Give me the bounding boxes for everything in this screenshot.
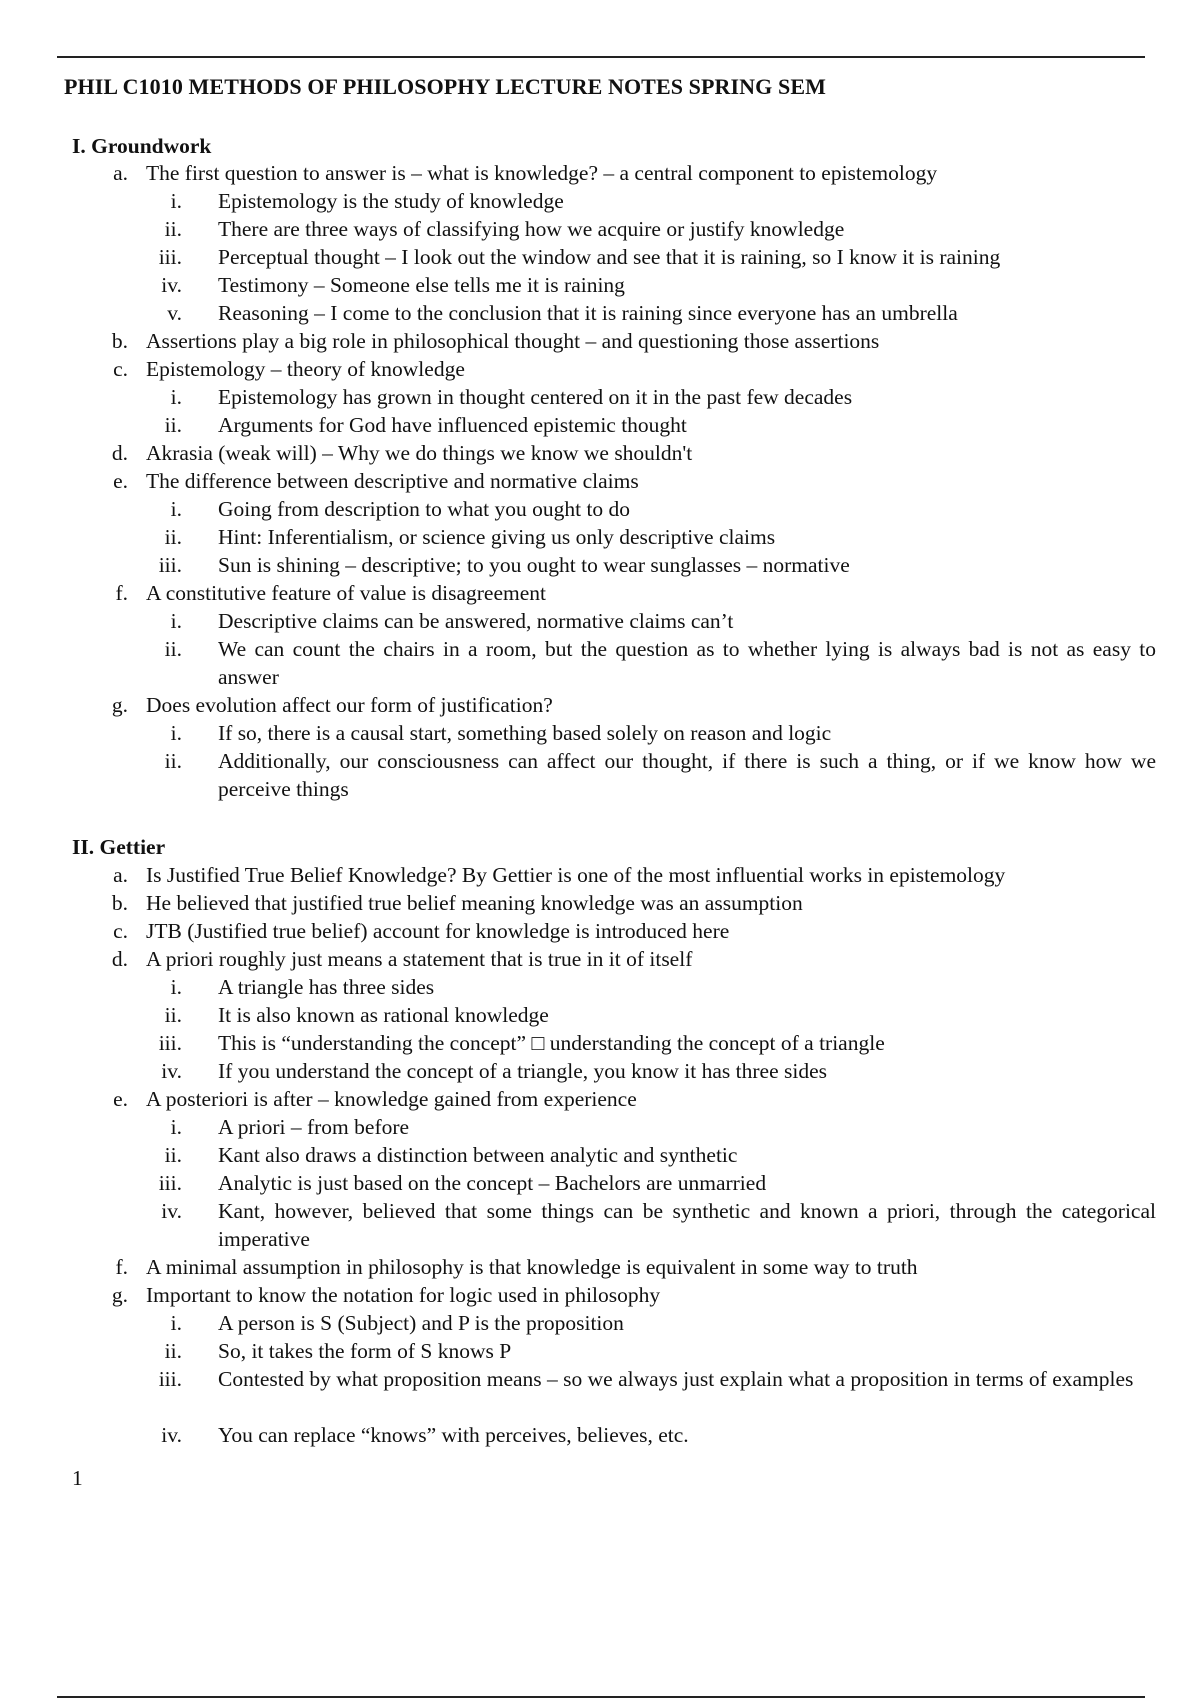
item-marker: i. (170, 975, 182, 999)
item-marker: iii. (158, 245, 182, 269)
bottom-rule (57, 1696, 1145, 1698)
item-text: A minimal assumption in philosophy is that knowledge is equivalent in some way to truth (146, 1255, 918, 1279)
item-marker: a. (113, 161, 128, 185)
item-text: If you understand the concept of a triangle, you know it has three sides (218, 1059, 827, 1083)
item-marker: i. (170, 497, 182, 521)
item-text: If so, there is a causal start, something based solely on reason and logic (218, 721, 832, 745)
page-number: 1 (72, 1466, 83, 1490)
item-marker: ii. (164, 413, 182, 437)
item-text: Epistemology is the study of knowledge (218, 189, 564, 213)
item-text: JTB (Justified true belief) account for knowledge is introduced here (146, 919, 730, 943)
item-text: Epistemology – theory of knowledge (146, 357, 465, 381)
item-marker: f. (115, 581, 128, 605)
item-text: It is also known as rational knowledge (218, 1003, 549, 1027)
item-marker: c. (113, 357, 128, 381)
item-marker: v. (167, 301, 182, 325)
item-marker: b. (111, 891, 128, 915)
section-heading-text: I. Groundwork (72, 134, 212, 158)
item-marker: i. (170, 609, 182, 633)
item-marker: iv. (161, 1199, 182, 1223)
item-text: You can replace “knows” with perceives, believes, etc. (218, 1423, 689, 1447)
section-heading-text: II. Gettier (72, 835, 166, 859)
item-marker: i. (170, 721, 182, 745)
item-text: Arguments for God have influenced epistemic thought (218, 413, 687, 437)
item-text: A constitutive feature of value is disagreement (146, 581, 547, 605)
item-text: Epistemology has grown in thought centered on it in the past few decades (218, 385, 853, 409)
item-marker: c. (113, 919, 128, 943)
item-text: Reasoning – I come to the conclusion that it is raining since everyone has an umbrella (218, 301, 958, 325)
item-text: There are three ways of classifying how we acquire or justify knowledge (218, 217, 845, 241)
item-text: A priori roughly just means a statement that is true in it of itself (146, 947, 693, 971)
item-text: Is Justified True Belief Knowledge? By Gettier is one of the most influential works in epistemology (146, 863, 1006, 887)
item-marker: iii. (158, 1031, 182, 1055)
item-text: Hint: Inferentialism, or science giving us only descriptive claims (218, 525, 776, 549)
item-text: Going from description to what you ought to do (218, 497, 631, 521)
item-text: Contested by what proposition means – so we always just explain what a proposition in terms of examples (218, 1367, 1134, 1391)
item-text: Important to know the notation for logic used in philosophy (146, 1283, 661, 1307)
item-marker: i. (170, 1115, 182, 1139)
item-text: A posteriori is after – knowledge gained from experience (146, 1087, 637, 1111)
document-title: PHIL C1010 METHODS OF PHILOSOPHY LECTURE NOTES SPRING SEM (64, 74, 826, 99)
item-text: Additionally, our consciousness can affect our thought, if there is such a thing, or if we know how we perceive things (218, 749, 1156, 801)
item-text: Analytic is just based on the concept – Bachelors are unmarried (218, 1171, 767, 1195)
item-text: Descriptive claims can be answered, normative claims can’t (218, 609, 734, 633)
item-marker: e. (113, 469, 128, 493)
item-text: Perceptual thought – I look out the window and see that it is raining, so I know it is raining (218, 245, 1001, 269)
item-text: A person is S (Subject) and P is the proposition (218, 1311, 624, 1335)
item-text: A triangle has three sides (218, 975, 435, 999)
item-marker: a. (113, 863, 128, 887)
item-marker: d. (111, 441, 128, 465)
item-marker: ii. (164, 1003, 182, 1027)
item-text: The first question to answer is – what is knowledge? – a central component to epistemology (146, 161, 938, 185)
item-marker: i. (170, 189, 182, 213)
item-marker: iii. (158, 1171, 182, 1195)
item-text: This is “understanding the concept” □ understanding the concept of a triangle (218, 1031, 885, 1055)
item-text: Sun is shining – descriptive; to you ought to wear sunglasses – normative (218, 553, 850, 577)
item-text: The difference between descriptive and normative claims (146, 469, 639, 493)
item-marker: iv. (161, 1423, 182, 1447)
item-text: He believed that justified true belief meaning knowledge was an assumption (146, 891, 803, 915)
item-marker: i. (170, 1311, 182, 1335)
item-marker: ii. (164, 1143, 182, 1167)
item-marker: g. (111, 693, 128, 717)
item-marker: iii. (158, 553, 182, 577)
item-marker: ii. (164, 217, 182, 241)
item-text: Assertions play a big role in philosophical thought – and questioning those assertions (146, 329, 880, 353)
item-marker: iv. (161, 1059, 182, 1083)
item-text: A priori – from before (218, 1115, 410, 1139)
item-marker: ii. (164, 525, 182, 549)
item-marker: iii. (158, 1367, 182, 1391)
item-text: Kant, however, believed that some things can be synthetic and known a priori, through the categorical imperative (218, 1199, 1156, 1251)
item-marker: f. (115, 1255, 128, 1279)
item-text: Does evolution affect our form of justification? (146, 693, 553, 717)
item-text: We can count the chairs in a room, but the question as to whether lying is always bad is not as easy to answer (218, 637, 1156, 689)
item-marker: iv. (161, 273, 182, 297)
item-text: So, it takes the form of S knows P (218, 1339, 512, 1363)
top-rule (57, 56, 1145, 58)
item-text: Kant also draws a distinction between analytic and synthetic (218, 1143, 738, 1167)
item-marker: ii. (164, 749, 182, 773)
item-marker: ii. (164, 1339, 182, 1363)
item-marker: g. (111, 1283, 128, 1307)
item-marker: i. (170, 385, 182, 409)
item-marker: ii. (164, 637, 182, 661)
item-text: Akrasia (weak will) – Why we do things we know we shouldn't (146, 441, 693, 465)
item-marker: d. (111, 947, 128, 971)
item-text: Testimony – Someone else tells me it is raining (218, 273, 625, 297)
item-marker: e. (113, 1087, 128, 1111)
item-marker: b. (111, 329, 128, 353)
